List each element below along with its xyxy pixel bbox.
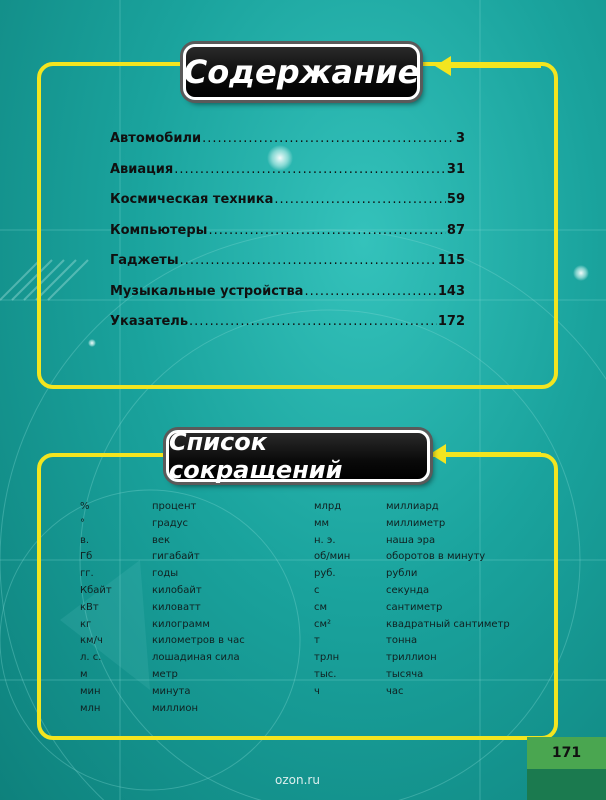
toc-entry-page: 59 [446, 192, 465, 207]
abbreviation-meaning: рубли [386, 568, 418, 580]
abbreviation-meaning: век [152, 534, 171, 546]
toc-entry[interactable] [110, 192, 465, 223]
abbreviation-row [314, 602, 510, 619]
abbreviation-row [314, 585, 510, 602]
abbreviation-meaning: процент [152, 501, 197, 512]
toc-entry-page: 143 [437, 283, 465, 299]
toc-entry-page: 87 [446, 222, 465, 238]
abbreviation: т [314, 635, 320, 647]
toc-entry-title: Космическая техника [110, 192, 274, 207]
abbreviation-row [80, 635, 245, 652]
abbreviation-meaning: наша эра [386, 534, 436, 546]
toc-entry[interactable] [110, 131, 465, 162]
abbreviation-row [80, 619, 245, 636]
abbreviation: км/ч [80, 635, 103, 647]
abbreviation: Кбайт [80, 584, 112, 596]
abbreviation: % [80, 501, 90, 512]
abbreviation-meaning: метр [152, 668, 178, 680]
toc-entry-page: 31 [446, 161, 465, 177]
abbreviation-row [80, 518, 245, 535]
toc-leader-dots [189, 314, 437, 329]
toc-leader-dots [274, 192, 446, 207]
abbreviations-title: Список сокращений [166, 430, 430, 482]
abbreviation-row [314, 568, 510, 585]
abbreviation-meaning: килобайт [152, 584, 202, 596]
abbreviation-row [314, 535, 510, 552]
abbreviation: гг. [80, 568, 94, 580]
watermark: ozon.ru [275, 773, 320, 787]
abbreviation-row [314, 652, 510, 669]
page-number: 171 [527, 737, 606, 769]
abbreviation-row [80, 501, 245, 518]
abbreviation-row [80, 602, 245, 619]
toc-arrow-icon [435, 56, 451, 76]
abbreviation-meaning: минута [152, 685, 191, 697]
abbreviations-arrow-icon [430, 444, 446, 464]
toc-entry-title: Музыкальные устройства [110, 283, 304, 299]
abbreviation-row [80, 703, 245, 720]
abbreviation: ч [314, 685, 320, 697]
toc-entry-title: Авиация [110, 161, 174, 177]
abbreviation-row [80, 669, 245, 686]
toc-entry-title: Гаджеты [110, 253, 179, 268]
abbreviation-row [80, 551, 245, 568]
abbreviation-row [80, 585, 245, 602]
toc-entry-title: Указатель [110, 314, 189, 329]
abbreviation-row [314, 686, 510, 703]
abbreviation-meaning: годы [152, 568, 179, 580]
abbreviation-meaning: киловатт [152, 601, 201, 613]
abbreviation-meaning: гигабайт [152, 551, 200, 563]
toc-entry[interactable] [110, 314, 465, 345]
abbreviation: млрд [314, 501, 342, 512]
abbreviation-meaning: тонна [386, 635, 418, 647]
abbreviation-row [314, 501, 510, 518]
abbreviation-meaning: секунда [386, 584, 430, 596]
toc-entry-page: 115 [437, 253, 465, 268]
abbreviations-column-left [80, 501, 245, 719]
abbreviation: Гб [80, 551, 93, 563]
abbreviation-meaning: сантиметр [386, 601, 443, 613]
abbreviations-column-right [314, 501, 510, 703]
abbreviation: с [314, 584, 320, 596]
abbreviation-meaning: миллиард [386, 501, 439, 512]
abbreviation: мин [80, 685, 101, 697]
abbreviation-row [314, 551, 510, 568]
abbreviation: см [314, 601, 328, 613]
abbreviation-meaning: градус [152, 517, 189, 529]
abbreviation: м [80, 668, 88, 680]
page-corner-strip [527, 769, 606, 800]
abbreviation-row [314, 619, 510, 636]
abbreviation-row [80, 686, 245, 703]
abbreviation: тыс. [314, 668, 337, 680]
abbreviation: см² [314, 618, 332, 630]
abbreviation-row [314, 669, 510, 686]
abbreviation-meaning: лошадиная сила [152, 652, 240, 664]
abbreviation-row [80, 652, 245, 669]
abbreviation: в. [80, 534, 90, 546]
toc-entry[interactable] [110, 223, 465, 254]
abbreviation-row [314, 518, 510, 535]
abbreviation-meaning: тысяча [386, 668, 424, 680]
toc-leader-dots [202, 131, 455, 146]
abbreviation: об/мин [314, 551, 351, 563]
abbreviation: млн [80, 702, 101, 714]
toc-leader-dots [208, 223, 445, 238]
toc-entry[interactable] [110, 162, 465, 193]
toc-title: Содержание [183, 44, 420, 100]
toc-arrow-line [446, 64, 541, 68]
toc-leader-dots [304, 284, 436, 299]
toc-entry-page: 172 [437, 314, 465, 329]
toc-leader-dots [174, 162, 446, 177]
abbreviations-arrow-line [441, 452, 541, 456]
toc-entry[interactable] [110, 284, 465, 315]
abbreviation: трлн [314, 652, 340, 664]
toc-entry-title: Автомобили [110, 131, 202, 146]
abbreviation-meaning: миллион [152, 702, 198, 714]
abbreviation: кг [80, 618, 92, 630]
abbreviation: л. с. [80, 652, 102, 664]
toc-entry[interactable] [110, 253, 465, 284]
abbreviation-meaning: оборотов в минуту [386, 551, 486, 563]
abbreviation-row [314, 635, 510, 652]
abbreviation-meaning: килограмм [152, 618, 210, 630]
abbreviation: кВт [80, 601, 99, 613]
abbreviation: ° [80, 517, 85, 529]
abbreviation-meaning: километров в час [152, 635, 245, 647]
abbreviation-row [80, 568, 245, 585]
abbreviation-meaning: квадратный сантиметр [386, 618, 510, 630]
abbreviation: н. э. [314, 534, 336, 546]
abbreviation-meaning: триллион [386, 652, 437, 664]
abbreviation-meaning: час [386, 685, 404, 697]
abbreviation: мм [314, 517, 330, 529]
toc-entry-page: 3 [455, 131, 465, 146]
abbreviation-meaning: миллиметр [386, 517, 446, 529]
abbreviation: руб. [314, 568, 336, 580]
toc-list [110, 131, 465, 345]
abbreviation-row [80, 535, 245, 552]
toc-leader-dots [180, 253, 437, 268]
toc-entry-title: Компьютеры [110, 222, 208, 238]
